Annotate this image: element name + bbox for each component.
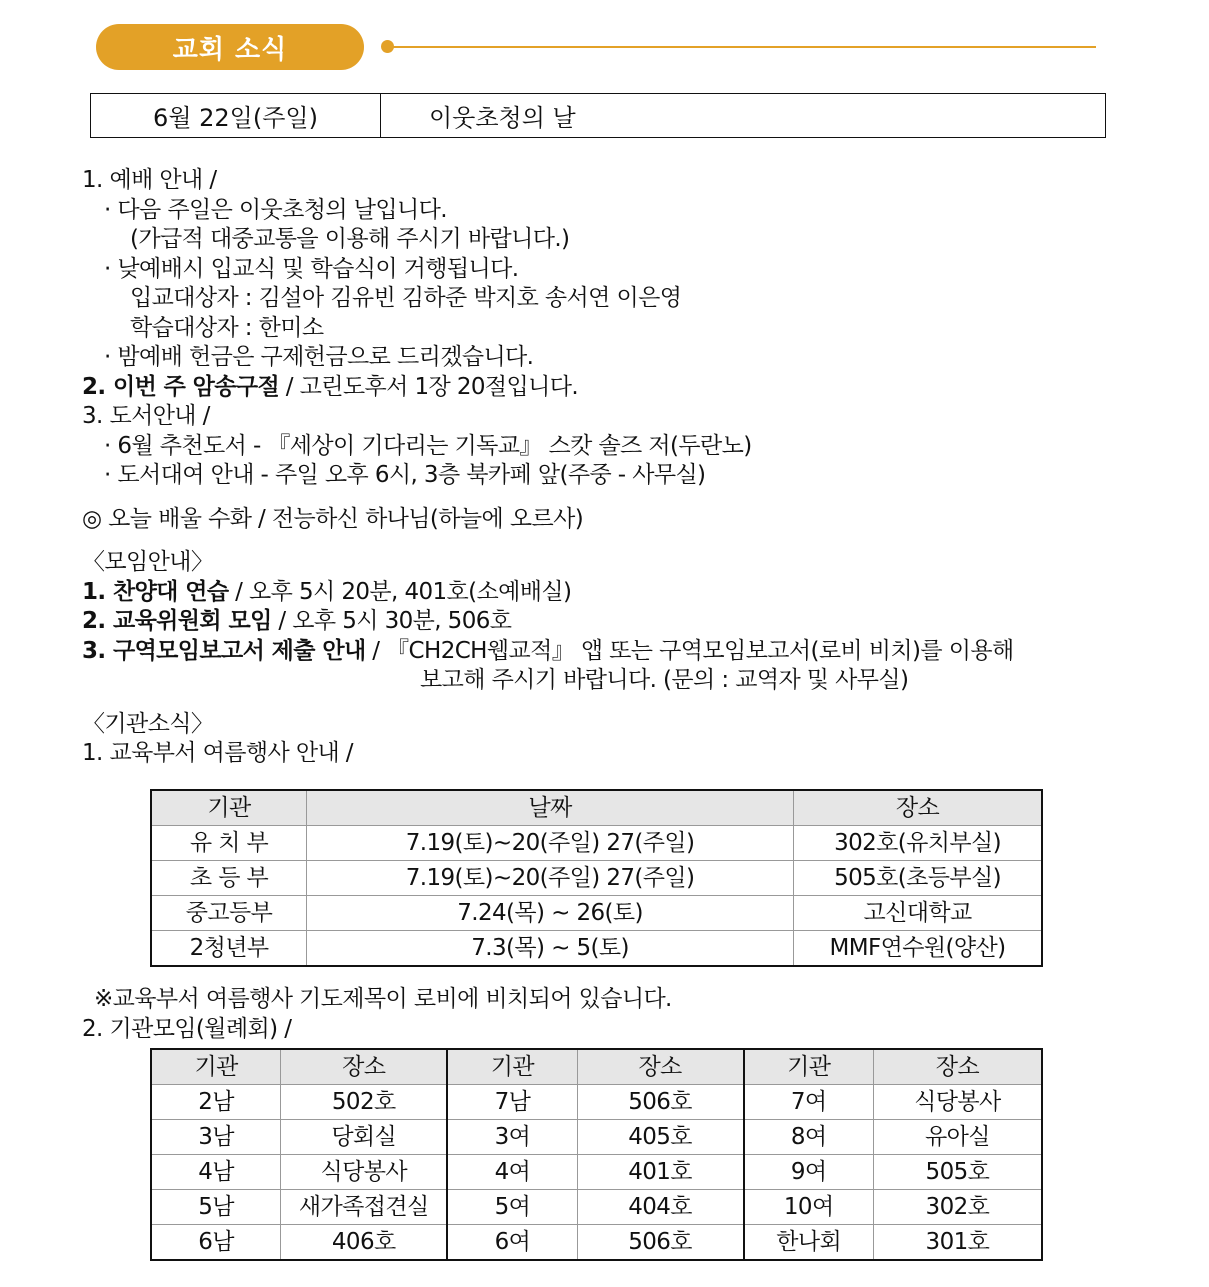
- org-news-item-1: 1. 교육부서 여름행사 안내 /: [82, 740, 353, 766]
- worship-bullet-3: · 밤예배 헌금은 구제헌금으로 드리겠습니다.: [104, 344, 534, 370]
- header-rule-decoration: [392, 46, 1096, 48]
- meeting-item-3: [82, 637, 1142, 667]
- table-cell: 505호: [873, 1155, 1042, 1190]
- table-cell: 7여: [744, 1085, 874, 1120]
- monthly-meetings-table: [150, 1048, 1043, 1261]
- memory-verse: [82, 373, 1142, 403]
- table-cell: 7.19(토)~20(주일) 27(주일): [307, 861, 794, 896]
- announcements: [82, 166, 1142, 769]
- meeting-2-label: 2. 교육위원회 모임: [82, 608, 272, 634]
- table-cell: 2남: [151, 1085, 281, 1120]
- table-cell: 301호: [873, 1225, 1042, 1261]
- sign-language-hymn: [82, 505, 1142, 535]
- table-row: [151, 1190, 1042, 1225]
- table-cell: 3남: [151, 1120, 281, 1155]
- table-row: [151, 1155, 1042, 1190]
- table-cell: 505호(초등부실): [794, 861, 1042, 896]
- table-row: [151, 826, 1042, 861]
- table-cell: 5여: [447, 1190, 577, 1225]
- col-header: 장소: [794, 790, 1042, 826]
- meeting-1-label: 1. 찬양대 연습: [82, 578, 229, 605]
- table-cell: 당회실: [281, 1120, 448, 1155]
- table-cell: 6남: [151, 1225, 281, 1261]
- table-cell: 502호: [281, 1085, 448, 1120]
- table-row: [151, 896, 1042, 931]
- books-bullet-2: · 도서대여 안내 - 주일 오후 6시, 3층 북카페 앞(주중 - 사무실): [104, 462, 706, 488]
- meeting-item-2: [82, 607, 1142, 637]
- meeting-3-continuation: 보고해 주시기 바랍니다. (문의 : 교역자 및 사무실): [420, 667, 909, 693]
- service-theme: 이웃초청의 날: [429, 104, 576, 132]
- table-cell: 302호(유치부실): [794, 826, 1042, 861]
- memory-verse-value: / 고린도후서 1장 20절입니다.: [279, 373, 579, 400]
- table-cell: 405호: [577, 1120, 744, 1155]
- section-title: 교회 소식: [172, 34, 288, 65]
- meeting-2-value: / 오후 5시 30분, 506호: [271, 608, 512, 634]
- table-cell: 유 치 부: [151, 826, 307, 861]
- worship-bullet-2: · 낮예배시 입교식 및 학습식이 거행됩니다.: [104, 255, 519, 282]
- table-cell: 406호: [281, 1225, 448, 1261]
- meeting-item-1: [82, 578, 1142, 608]
- table-header-row: [151, 1049, 1042, 1085]
- table-cell: 4여: [447, 1155, 577, 1190]
- table-cell: 유아실: [873, 1120, 1042, 1155]
- confirmation-candidates: 입교대상자 : 김설아 김유빈 김하준 박지호 송서연 이은영: [130, 285, 682, 311]
- col-header: 기관: [447, 1049, 577, 1085]
- table-cell: 새가족접견실: [281, 1190, 448, 1225]
- table-row: [151, 1120, 1042, 1155]
- worship-bullet-1-note: (가급적 대중교통을 이용해 주시기 바랍니다.): [130, 226, 570, 252]
- section-title-badge: [96, 24, 364, 70]
- col-header: 기관: [151, 790, 307, 826]
- col-header: 날짜: [307, 790, 794, 826]
- hymn-label: ◎ 오늘 배울 수화: [82, 505, 252, 532]
- books-bullet-1: · 6월 추천도서 - 『세상이 기다리는 기독교』 스캇 솔즈 저(두란노): [104, 432, 752, 459]
- meeting-3-label: 3. 구역모임보고서 제출 안내: [82, 637, 366, 664]
- table-cell: 9여: [744, 1155, 874, 1190]
- table-cell: 506호: [577, 1225, 744, 1261]
- table-cell: 8여: [744, 1120, 874, 1155]
- table-header-row: [151, 790, 1042, 826]
- table-cell: 4남: [151, 1155, 281, 1190]
- table-cell: 식당봉사: [873, 1085, 1042, 1120]
- table-cell: 302호: [873, 1190, 1042, 1225]
- table-cell: 한나회: [744, 1225, 874, 1261]
- summer-events-table: [150, 789, 1043, 967]
- table-cell: 고신대학교: [794, 896, 1042, 931]
- col-header: 장소: [577, 1049, 744, 1085]
- table-cell: 404호: [577, 1190, 744, 1225]
- table-row: [151, 931, 1042, 967]
- table-cell: 7.3(목) ~ 5(토): [307, 931, 794, 967]
- org-news-item-2: 2. 기관모임(월례회) /: [82, 1016, 292, 1042]
- table-cell: 506호: [577, 1085, 744, 1120]
- table-row: [151, 861, 1042, 896]
- worship-bullet-1: · 다음 주일은 이웃초청의 날입니다.: [104, 196, 447, 223]
- table-cell: 식당봉사: [281, 1155, 448, 1190]
- table-cell: 3여: [447, 1120, 577, 1155]
- date-banner: [90, 93, 1106, 138]
- hymn-value: / 전능하신 하나님(하늘에 오르사): [251, 505, 584, 532]
- table-cell: 7.19(토)~20(주일) 27(주일): [307, 826, 794, 861]
- col-header: 기관: [744, 1049, 874, 1085]
- table-cell: 2청년부: [151, 931, 307, 967]
- books-heading: 3. 도서안내 /: [82, 403, 210, 429]
- table-cell: 7남: [447, 1085, 577, 1120]
- memory-verse-label: 2. 이번 주 암송구절: [82, 373, 280, 400]
- meetings-heading: 〈모임안내〉: [82, 549, 214, 575]
- org-news-heading: 〈기관소식〉: [82, 710, 214, 737]
- service-date: 6월 22일(주일): [91, 94, 381, 137]
- table-cell: 7.24(목) ~ 26(토): [307, 896, 794, 931]
- table-cell: 6여: [447, 1225, 577, 1261]
- summer-prayer-note: ※교육부서 여름행사 기도제목이 로비에 비치되어 있습니다.: [94, 986, 672, 1012]
- meeting-3-value: / 『CH2CH웹교적』 앱 또는 구역모임보고서(로비 비치)를 이용해: [365, 637, 1014, 664]
- col-header: 기관: [151, 1049, 281, 1085]
- table-cell: 401호: [577, 1155, 744, 1190]
- catechumen-candidates: 학습대상자 : 한미소: [130, 314, 324, 341]
- table-row: [151, 1225, 1042, 1261]
- table-row: [151, 1085, 1042, 1120]
- table-cell: MMF연수원(양산): [794, 931, 1042, 967]
- table-cell: 중고등부: [151, 896, 307, 931]
- table-cell: 5남: [151, 1190, 281, 1225]
- table-cell: 초 등 부: [151, 861, 307, 896]
- meeting-1-value: / 오후 5시 20분, 401호(소예배실): [228, 578, 572, 605]
- worship-heading: 1. 예배 안내 /: [82, 167, 217, 193]
- table-cell: 10여: [744, 1190, 874, 1225]
- col-header: 장소: [281, 1049, 448, 1085]
- col-header: 장소: [873, 1049, 1042, 1085]
